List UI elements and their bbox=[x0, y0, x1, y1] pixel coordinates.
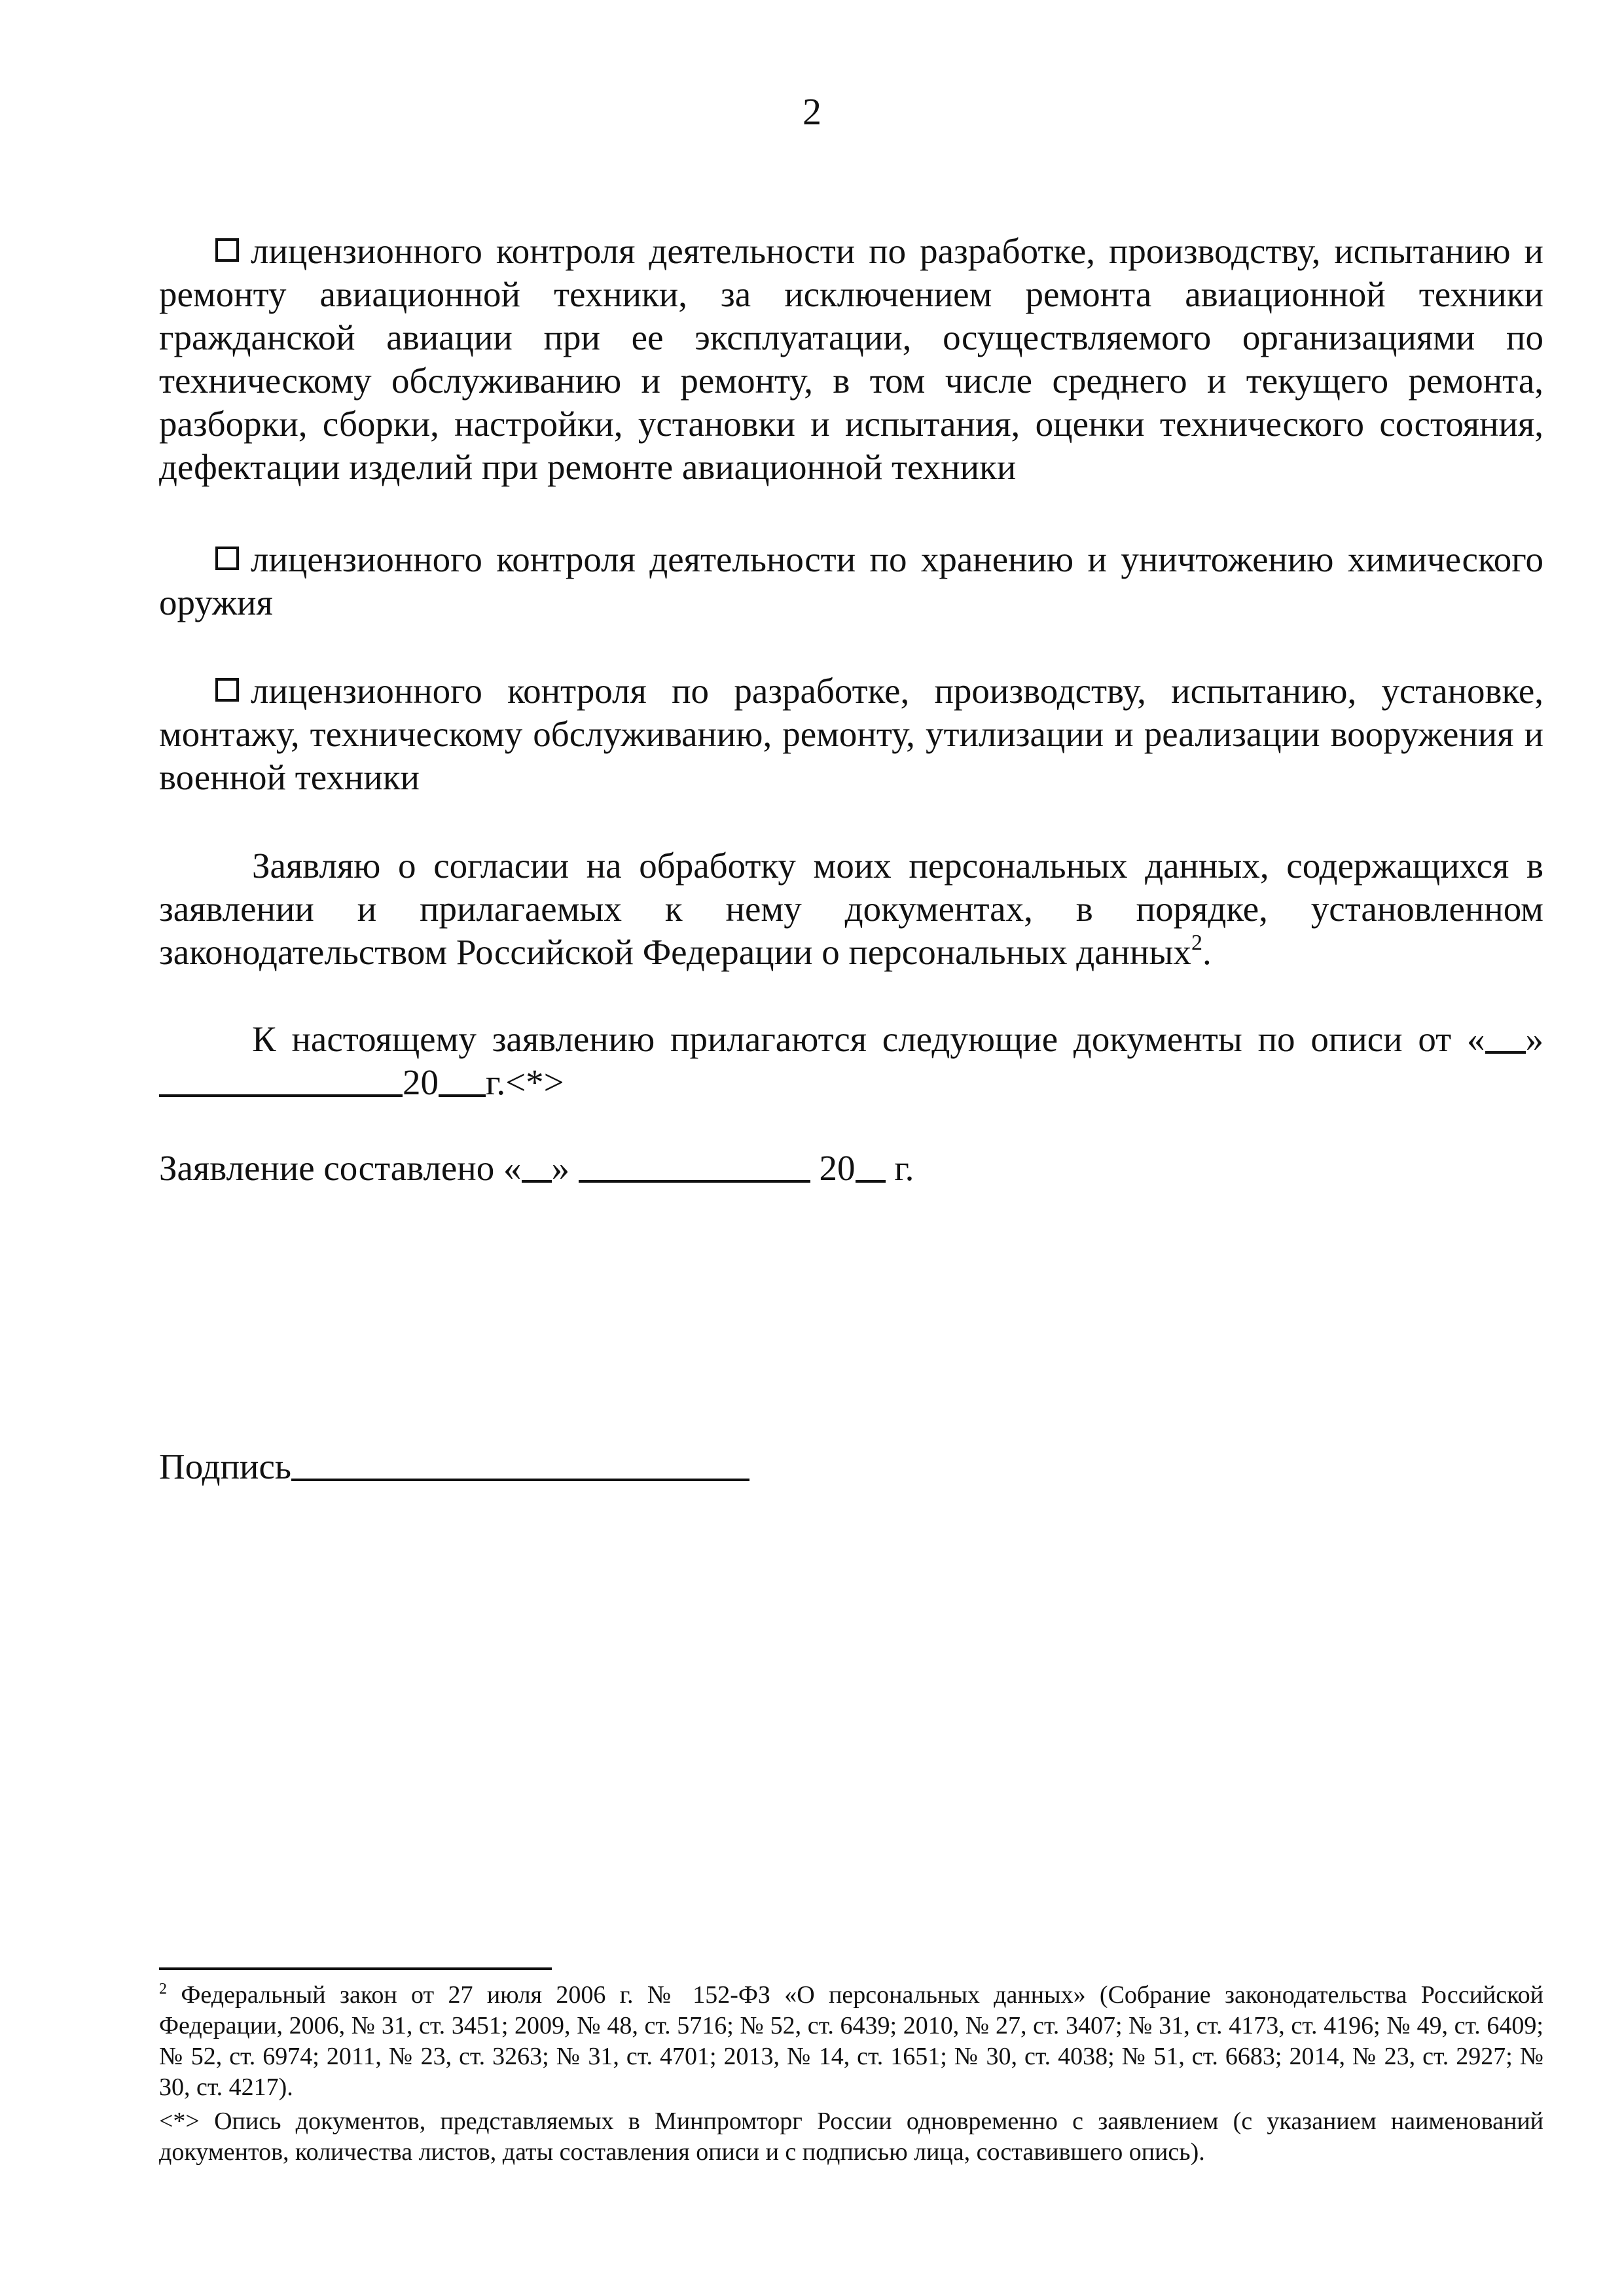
signature-field[interactable] bbox=[291, 1446, 749, 1481]
footnote-2-mark: 2 bbox=[159, 1981, 167, 1998]
aviation-checkbox[interactable] bbox=[215, 238, 239, 262]
attachments-mid: » bbox=[1525, 1019, 1544, 1059]
weapons-checkbox[interactable] bbox=[215, 678, 239, 702]
signature-line bbox=[159, 1445, 1543, 1488]
option-aviation bbox=[159, 230, 1543, 489]
consent-paragraph bbox=[159, 844, 1543, 974]
composed-mid: » bbox=[551, 1148, 569, 1188]
footnote-2-text: Федеральный закон от 27 июля 2006 г. № 152-ФЗ «О персональных данных» (Собрание законодательства Российской Федерации, 2006, № 31, ст. 3451; 2009, № 48, ст. 5716; № 52, ст. 6439; 2010, № 27, ст. 3407; № 31, ст. 4173, ст. 4196; № 49, ст. 6409; № 52, ст. 6974; 2011, № 23, ст. 3263; № 31, ст. 4701; 2013, № 14, ст. 1651; № 30, ст. 4038; № 51, ст. 6683; 2014, № 23, ст. 2927; № 30, ст. 4217). bbox=[159, 1981, 1544, 2101]
option-chemical bbox=[159, 538, 1543, 624]
option-aviation-text: лицензионного контроля деятельности по разработке, производству, испытанию и ремонту авиационной техники, за исключением ремонта авиационной техники гражданской авиации при ее эксплуатации, осуществляемого организациями по техническому обслуживанию и ремонту, в том числе среднего и текущего ремонта, разборки, сборки, настройки, установки и испытания, оценки технического состояния, дефектации изделий при ремонте авиационной техники bbox=[159, 231, 1543, 487]
option-chemical-text: лицензионного контроля деятельности по хранению и уничтожению химического оружия bbox=[159, 539, 1543, 622]
footnote-2 bbox=[159, 1980, 1543, 2103]
footnote-star bbox=[159, 2106, 1543, 2168]
footnote-ref-2: 2 bbox=[1191, 931, 1202, 955]
attachments-paragraph bbox=[159, 1018, 1543, 1104]
footnote-star-text: <*> Опись документов, представляемых в Минпромторг России одновременно с заявлением (с указанием наименований документов, количества листов, даты составления описи и с подписью лица, составившего опись). bbox=[159, 2108, 1543, 2166]
attachments-year-prefix: 20 bbox=[403, 1062, 439, 1102]
composed-label: Заявление составлено « bbox=[159, 1148, 522, 1188]
composed-suffix: г. bbox=[894, 1148, 914, 1188]
composed-line bbox=[159, 1147, 1543, 1190]
attachments-text: К настоящему заявлению прилагаются следующие документы по описи bbox=[252, 1019, 1403, 1059]
attachments-suffix: г.<*> bbox=[486, 1062, 564, 1102]
option-weapons-text: лицензионного контроля по разработке, производству, испытанию, установке, монтажу, техническому обслуживанию, ремонту, утилизации и реализации вооружения и военной техники bbox=[159, 671, 1543, 797]
footnote-divider bbox=[159, 1967, 552, 1970]
composed-month-field[interactable] bbox=[579, 1147, 810, 1183]
attachments-year-field[interactable] bbox=[439, 1062, 486, 1097]
composed-year-field[interactable] bbox=[856, 1147, 886, 1183]
attachments-prefix: от « bbox=[1418, 1019, 1485, 1059]
attachments-day-field[interactable] bbox=[1485, 1018, 1526, 1054]
consent-end: . bbox=[1202, 932, 1212, 972]
page-number: 2 bbox=[803, 90, 821, 133]
attachments-month-field[interactable] bbox=[159, 1062, 403, 1097]
composed-day-field[interactable] bbox=[522, 1147, 552, 1183]
signature-label: Подпись bbox=[159, 1446, 291, 1486]
composed-year-prefix: 20 bbox=[819, 1148, 856, 1188]
chemical-checkbox[interactable] bbox=[215, 547, 239, 570]
option-weapons bbox=[159, 670, 1543, 799]
consent-text: Заявляю о согласии на обработку моих персональных данных, содержащихся в заявлении и прилагаемых к нему документах, в порядке, установленном законодательством Российской Федерации о персональных данных bbox=[159, 846, 1543, 972]
